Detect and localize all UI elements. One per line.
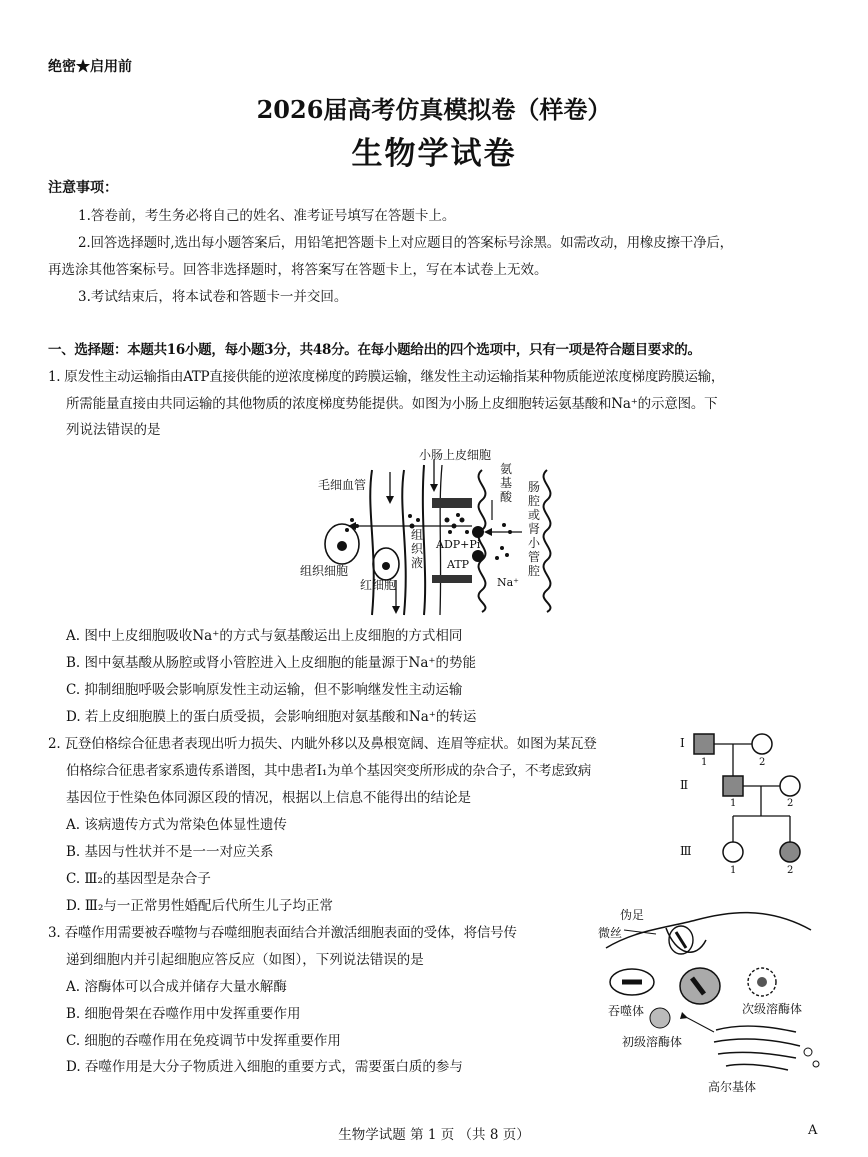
q2-pedigree-iii-2: 2 (787, 865, 794, 876)
q2-line-3: 基因位于性染色体同源区段的情况，根据以上信息不能得出的结论是 (66, 790, 471, 806)
q2-option-d: D. Ⅲ₂与一正常男性婚配后代所生儿子均正常 (66, 898, 333, 914)
q3-label-golgi: 高尔基体 (708, 1080, 757, 1094)
q2-pedigree-chart (672, 726, 822, 886)
q1-line-3: 列说法错误的是 (66, 422, 161, 438)
q1-label-amino-acid: 氨 基 酸 (500, 462, 513, 504)
notice-heading: 注意事项： (48, 180, 118, 196)
q1-label-atp: ATP (447, 558, 470, 571)
corner-mark: A (808, 1123, 818, 1138)
q1-label-capillary: 毛细血管 (318, 478, 367, 492)
notice-item-3: 3.考试结束后，将本试卷和答题卡一并交回。 (78, 289, 348, 305)
q2-line-1: 2. 瓦登伯格综合征患者表现出听力损失、内眦外移以及鼻根宽阔、连眉等症状。如图为某瓦登 (48, 736, 597, 752)
q3-option-a: A. 溶酶体可以合成并储存大量水解酶 (66, 979, 287, 995)
exam-title: 2026届高考仿真模拟卷（样卷） (256, 95, 612, 124)
q3-label-phagosome: 吞噬体 (608, 1004, 645, 1018)
q1-option-a: A. 图中上皮细胞吸收Na⁺的方式与氨基酸运出上皮细胞的方式相同 (66, 628, 463, 644)
q3-line-2: 递到细胞内并引起细胞应答反应（如图），下列说法错误的是 (66, 952, 424, 968)
q2-option-c: C. Ⅲ₂的基因型是杂合子 (66, 871, 211, 887)
confidential-mark: 绝密★启用前 (48, 59, 132, 75)
q3-label-primary-lysosome: 初级溶酶体 (622, 1035, 683, 1049)
q1-option-b: B. 图中氨基酸从肠腔或肾小管腔进入上皮细胞的能量源于Na⁺的势能 (66, 655, 476, 671)
q2-pedigree-i-1: 1 (701, 757, 708, 768)
notice-item-1: 1.答卷前，考生务必将自己的姓名、准考证号填写在答题卡上。 (78, 208, 456, 224)
q3-label-secondary-lysosome: 次级溶酶体 (742, 1002, 803, 1016)
q2-pedigree-gen-1: Ⅰ (680, 736, 685, 750)
q2-pedigree-gen-2: Ⅱ (680, 778, 689, 792)
q1-label-intestinal-cell: 小肠上皮细胞 (419, 448, 492, 462)
q2-option-a: A. 该病遗传方式为常染色体显性遗传 (66, 817, 287, 833)
q2-pedigree-iii-1: 1 (730, 865, 737, 876)
notice-item-2-line2: 再选涂其他答案标号。回答非选择题时，将答案写在答题卡上，写在本试卷上无效。 (48, 262, 548, 278)
q2-line-2: 伯格综合征患者家系遗传系谱图，其中患者Ⅰ₁为单个基因突变所形成的杂合子，不考虑致病 (66, 763, 591, 779)
q3-option-b: B. 细胞骨架在吞噬作用中发挥重要作用 (66, 1006, 301, 1022)
q1-label-lumen: 肠 腔 或 肾 小 管 腔 (528, 480, 541, 578)
page-footer: 生物学试题 第 1 页 （共 8 页） (338, 1127, 530, 1143)
q3-line-1: 3. 吞噬作用需要被吞噬物与吞噬细胞表面结合并激活细胞表面的受体，将信号传 (48, 925, 517, 941)
q2-pedigree-i-2: 2 (759, 757, 766, 768)
q1-label-tissue-cell: 组织细胞 (300, 564, 349, 578)
q1-label-tissue-fluid: 组 织 液 (411, 528, 424, 570)
q1-option-d: D. 若上皮细胞膜上的蛋白质受损，会影响细胞对氨基酸和Na⁺的转运 (66, 709, 477, 725)
q1-label-red-cell: 红细胞 (360, 578, 397, 592)
q1-line-2: 所需能量直接由共同运输的其他物质的浓度梯度势能提供。如图为小肠上皮细胞转运氨基酸和Na⁺的示意图。下 (66, 396, 718, 412)
q3-label-pseudopod: 伪足 (620, 908, 645, 922)
q2-option-b: B. 基因与性状并不是一一对应关系 (66, 844, 274, 860)
q3-label-microfilament: 微丝 (598, 926, 623, 940)
section-1-heading: 一、选择题：本题共16小题，每小题3分，共48分。在每小题给出的四个选项中，只有一项是符合题目要求的。 (48, 342, 701, 358)
q1-label-adp: ADP+Pi (436, 538, 481, 551)
subject-title: 生物学试卷 (351, 136, 517, 172)
q3-option-d: D. 吞噬作用是大分子物质进入细胞的重要方式，需要蛋白质的参与 (66, 1059, 463, 1075)
q1-line-1: 1. 原发性主动运输指由ATP直接供能的逆浓度梯度的跨膜运输，继发性主动运输指某种物质能逆浓度梯度跨膜运输， (48, 369, 725, 385)
notice-item-2-line1: 2.回答选择题时,选出每小题答案后，用铅笔把答题卡上对应题目的答案标号涂黑。如需改动，用橡皮擦干净后， (78, 235, 733, 251)
q2-pedigree-gen-3: Ⅲ (680, 844, 692, 858)
q1-label-na: Na⁺ (497, 576, 519, 589)
q1-option-c: C. 抑制细胞呼吸会影响原发性主动运输，但不影响继发性主动运输 (66, 682, 463, 698)
q2-pedigree-ii-1: 1 (730, 798, 737, 809)
q3-option-c: C. 细胞的吞噬作用在免疫调节中发挥重要作用 (66, 1033, 341, 1049)
q2-pedigree-ii-2: 2 (787, 798, 794, 809)
